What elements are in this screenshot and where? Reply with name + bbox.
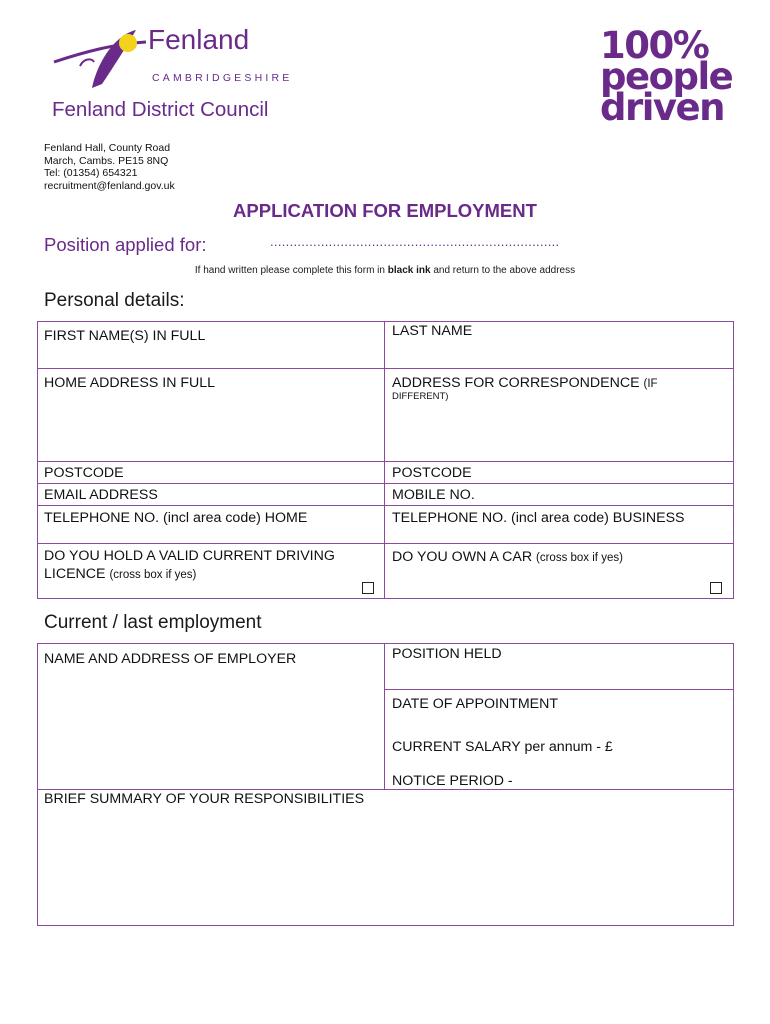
position-applied-field[interactable] (270, 232, 702, 252)
position-held-label: POSITION HELD (392, 646, 502, 662)
telephone-home-label: TELEPHONE NO. (incl area code) HOME (44, 510, 308, 526)
date-appointment-label: DATE OF APPOINTMENT (392, 696, 559, 712)
telephone-business-label: TELEPHONE NO. (incl area code) BUSINESS (392, 510, 685, 526)
postcode-home-label: POSTCODE (44, 465, 124, 481)
notice-period-label: NOTICE PERIOD - (392, 773, 513, 789)
people-driven-logo (600, 24, 733, 129)
correspondence-label-text: ADDRESS FOR CORRESPONDENCE (392, 375, 640, 391)
home-address-label: HOME ADDRESS IN FULL (44, 375, 216, 391)
note-bold: black ink (387, 265, 431, 276)
ink-instruction (0, 265, 770, 276)
employment-heading: Current / last employment (44, 612, 262, 633)
driving-licence-checkbox[interactable] (362, 582, 374, 594)
position-applied-label: Position applied for: (44, 234, 207, 255)
logo-council-name: Fenland District Council (52, 98, 269, 121)
employer-label: NAME AND ADDRESS OF EMPLOYER (44, 651, 297, 667)
logo-fenland-word: Fenland (148, 24, 250, 55)
own-car-checkbox[interactable] (710, 582, 722, 594)
slogan-line: driven (600, 86, 724, 129)
address-line: Tel: (01354) 654321 (44, 167, 138, 179)
licence-hint: (cross box if yes) (109, 569, 197, 581)
email-label: EMAIL ADDRESS (44, 487, 158, 503)
dotted-line: .......................................................................... (270, 234, 560, 249)
note-text: If hand written please complete this form in (194, 265, 388, 276)
licence-word: LICENCE (44, 566, 106, 582)
postcode-correspondence-label: POSTCODE (392, 465, 472, 481)
own-car-label (392, 549, 623, 565)
logo-cambridgeshire: CAMBRIDGESHIRE (152, 72, 293, 84)
fenland-swoosh-icon (44, 22, 154, 102)
driving-licence-label: DO YOU HOLD A VALID CURRENT DRIVING (44, 548, 335, 564)
correspondence-if-text: (IF (643, 378, 658, 390)
correspondence-address-label (392, 375, 658, 391)
form-title: APPLICATION FOR EMPLOYMENT (233, 200, 537, 221)
mobile-label: MOBILE NO. (392, 487, 475, 503)
address-line: Fenland Hall, County Road (44, 142, 171, 154)
responsibilities-field[interactable] (38, 790, 733, 925)
driving-licence-label-2 (44, 566, 196, 582)
council-address (44, 142, 175, 192)
salary-label: CURRENT SALARY per annum - £ (392, 739, 613, 755)
slogan-line: 100% (600, 24, 709, 67)
last-name-label: LAST NAME (392, 323, 473, 339)
responsibilities-label: BRIEF SUMMARY OF YOUR RESPONSIBILITIES (44, 791, 365, 807)
correspondence-different-text: DIFFERENT) (392, 391, 449, 402)
note-text-end: and return to the above address (430, 265, 576, 276)
first-name-label: FIRST NAME(S) IN FULL (44, 328, 206, 344)
own-car-hint: (cross box if yes) (536, 552, 623, 564)
address-email: recruitment@fenland.gov.uk (44, 179, 175, 192)
slogan-line: people (600, 55, 733, 98)
fenland-logo (44, 22, 293, 122)
personal-details-heading: Personal details: (44, 290, 185, 311)
own-car-text: DO YOU OWN A CAR (392, 549, 533, 565)
address-line: March, Cambs. PE15 8NQ (44, 154, 169, 167)
row-divider (37, 543, 734, 544)
